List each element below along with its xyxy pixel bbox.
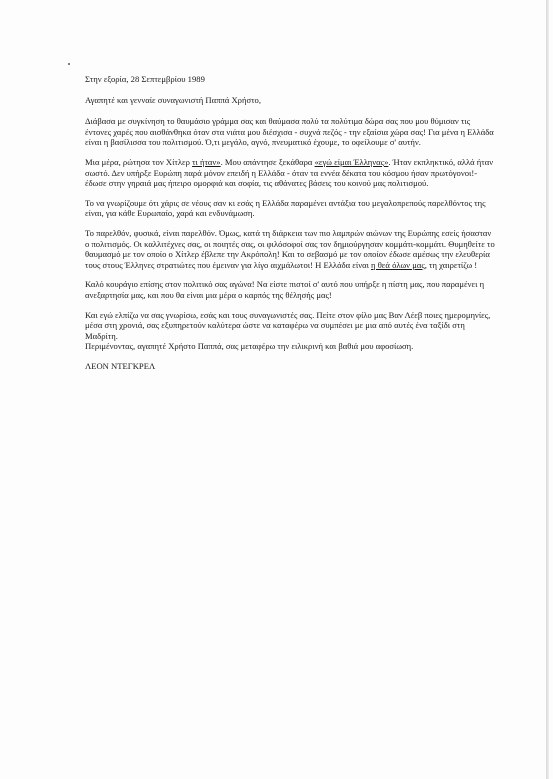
letter-paragraph-5: Καλό κουράγιο επίσης στον πολιτικό σας αγώνα! Να είστε πιστοί σ' αυτό που υπήρξε η πίστη μας, που παραμένει η ανεξαρτησία μας, και που θα είναι μια μέρα ο καρπός της θέλησής μας! xyxy=(85,279,485,300)
paragraph-2-text-a: Μια μέρα, ρώτησα τον Χίτλερ xyxy=(85,156,193,167)
paragraph-2-underlined-2: «εγώ είμαι Έλληνας» xyxy=(314,156,389,167)
letter-dateline: Στην εξορία, 28 Σεπτεμβρίου 1989 xyxy=(85,74,205,84)
paragraph-4-text-b: , τη χαιρετίζω ! xyxy=(424,259,478,270)
paragraph-4-underlined: η θεά όλων μας xyxy=(371,259,425,270)
letter-greeting: Αγαπητέ και γενναίε συναγωνιστή Παππά Χρήστο, xyxy=(85,94,261,105)
paragraph-2-text-b: . Μου απάντησε ξεκάθαρα xyxy=(220,156,315,167)
paragraph-4-text-a: Το παρελθόν, φυσικά, είναι παρελθόν. Όμως, κατά τη διάρκεια των πιο λαμπρών αιώνων της Ευρώπης εσείς ήσασταν ο πολιτισμός. Οι καλλιτέχνες σας, οι ποιητές σας, οι φιλόσοφοί σας τον δημιούργησαν κομμάτι-κομμάτι. Θυμηθείτε το θαυμασμό με τον οποίο ο Χίτλερ έβλεπε την Ακρόπολη! Και το σεβασμό με τον οποίον έδωσε αμέσως την ελευθερία τους στους Έλληνες στρατιώτες που έμειναν για λίγο αιχμάλωτοι! Η Ελλάδα είναι xyxy=(85,227,495,270)
letter-paragraph-2 xyxy=(85,157,495,189)
letter-paragraph-3: Το να γνωρίζουμε ότι χάρις σε νέους σαν κι εσάς η Ελλάδα παραμένει αντάξια του μεγαλοπρεπούς παρελθόντος της είναι, για κάθε Ευρωπαίο, χαρά και ενδυνάμωση. xyxy=(85,197,486,219)
letter-paragraph-1: Διάβασα με συγκίνηση το θαυμάσιο γράμμα σας και θαύμασα πολύ τα πολύτιμα δώρα σας που μου θύμισαν τις έντονες χαρές που αισθάνθηκα όταν στα νιάτα μου διέσχισα - συχνά πεζός - την εξαίσια χώρα σας! Για μένα η Ελλάδα είναι η βασίλισσα του πολιτισμού. Ό,τι μεγάλο, αγνό, πνευματικό έχουμε, το οφείλουμε σ' αυτήν. xyxy=(85,116,494,148)
letter-body xyxy=(85,74,495,380)
letter-signature: ΛΕΟΝ ΝΤΕΓΚΡΕΛ xyxy=(85,360,156,371)
letter-paragraph-4 xyxy=(85,228,495,270)
letter-paragraph-6: Και εγώ ελπίζω να σας γνωρίσω, εσάς και τους συναγωνιστές σας. Πείτε στον φίλο μας Βαν Λέεβ ποιες ημερομηνίες, μέσα στη χρονιά, σας εξυπηρετούν καλύτερα ώστε να καταφέρω να συμπέσει με μια από αυτές ένα ταξίδι στη Μαδρίτη. xyxy=(85,309,491,341)
letter-paragraph-7: Περιμένοντας, αγαπητέ Χρήστο Παππά, σας μεταφέρω την ειλικρινή και βαθιά μου αφοσίωση. xyxy=(85,341,414,352)
paragraph-2-text-c: . Ήταν εκπληκτικό, αλλά ήταν σωστό. Δεν υπήρξε Ευρώπη παρά μόνον επειδή η Ελλάδα - όταν τα εννέα δέκατα του κόσμου ήσαν πρωτόγονοι!- έδωσε στην γηραιά μας ήπειρο ομορφιά και σοφία, τις αθάνατες βάσεις του κοινού μας πολιτισμού. xyxy=(85,156,494,189)
scan-speck xyxy=(68,63,70,65)
paragraph-2-underlined-1: τι ήταν» xyxy=(192,156,221,167)
scan-edge-shadow xyxy=(546,0,549,779)
